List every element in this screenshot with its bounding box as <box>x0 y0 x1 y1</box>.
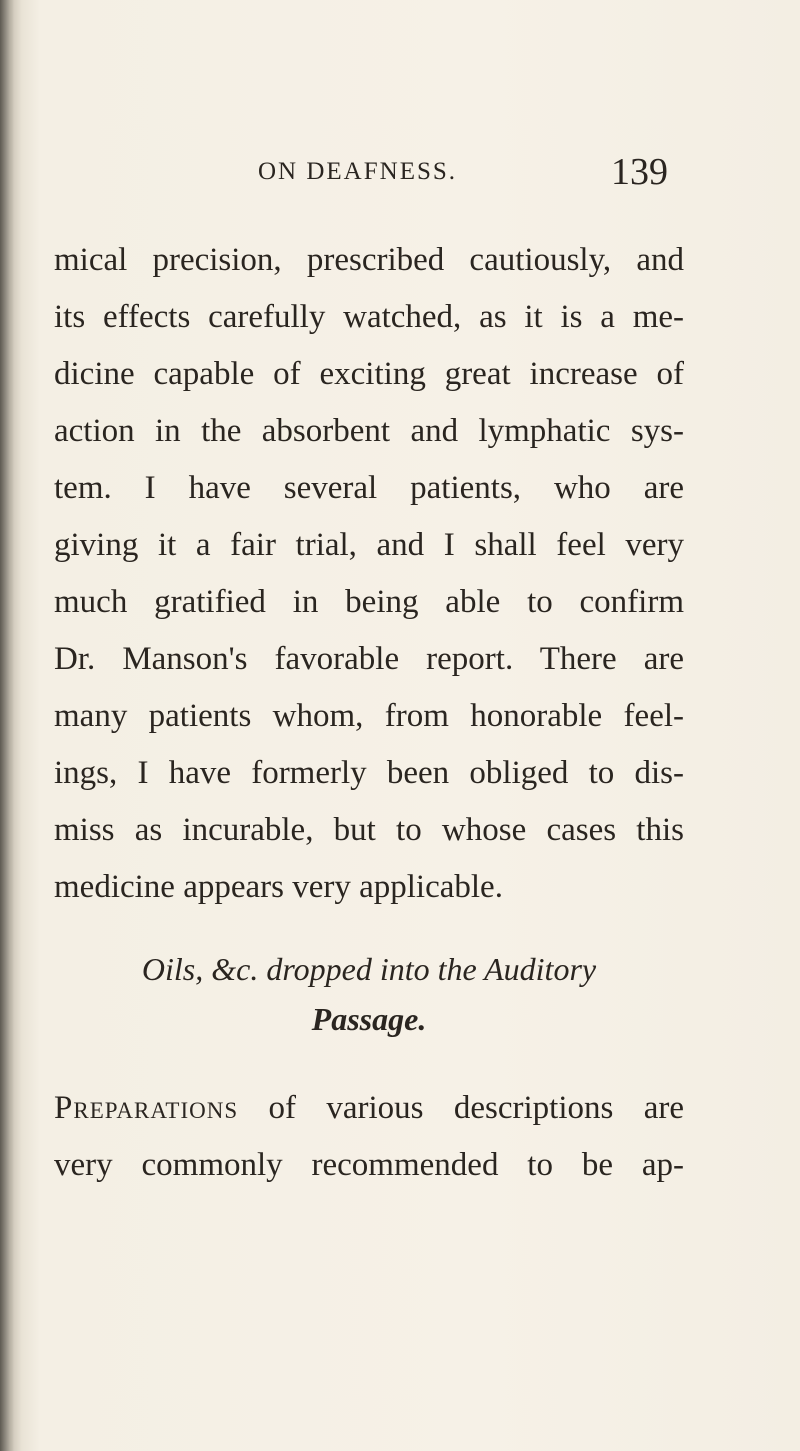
page-number: 139 <box>611 151 668 193</box>
paragraph-2 <box>54 1080 684 1194</box>
text-line <box>54 1080 684 1137</box>
running-head: ON DEAFNESS. <box>258 158 458 185</box>
text-line: ings, I have formerly been obliged to dis- <box>54 755 684 791</box>
text-line: medicine appears very applicable. <box>54 869 503 905</box>
text-line: tem. I have several patients, who are <box>54 470 684 506</box>
text-line: miss as incurable, but to whose cases this <box>54 812 684 848</box>
text-line: its effects carefully watched, as it is a me- <box>54 299 684 335</box>
text-line: mical precision, prescribed cautiously, and <box>54 242 684 278</box>
section-heading-line-2: Passage. <box>311 1001 427 1037</box>
text-span: of various descriptions are <box>238 1090 684 1126</box>
text-line: dicine capable of exciting great increase of <box>54 356 684 392</box>
text-line: action in the absorbent and lymphatic sys- <box>54 413 684 449</box>
book-spine-shadow <box>0 0 14 1451</box>
text-line: much gratified in being able to confirm <box>54 584 684 620</box>
text-line: Dr. Manson's favorable report. There are <box>54 641 684 677</box>
paragraph-1 <box>54 232 684 916</box>
section-heading-line-1: Oils, &c. dropped into the Auditory <box>141 951 597 987</box>
small-caps-word: Preparations <box>54 1090 239 1126</box>
text-line: very commonly recommended to be ap- <box>54 1147 684 1183</box>
section-heading <box>54 944 684 1044</box>
text-line: many patients whom, from honorable feel- <box>54 698 684 734</box>
page-header <box>258 150 668 193</box>
text-line: giving it a fair trial, and I shall feel very <box>54 527 684 563</box>
